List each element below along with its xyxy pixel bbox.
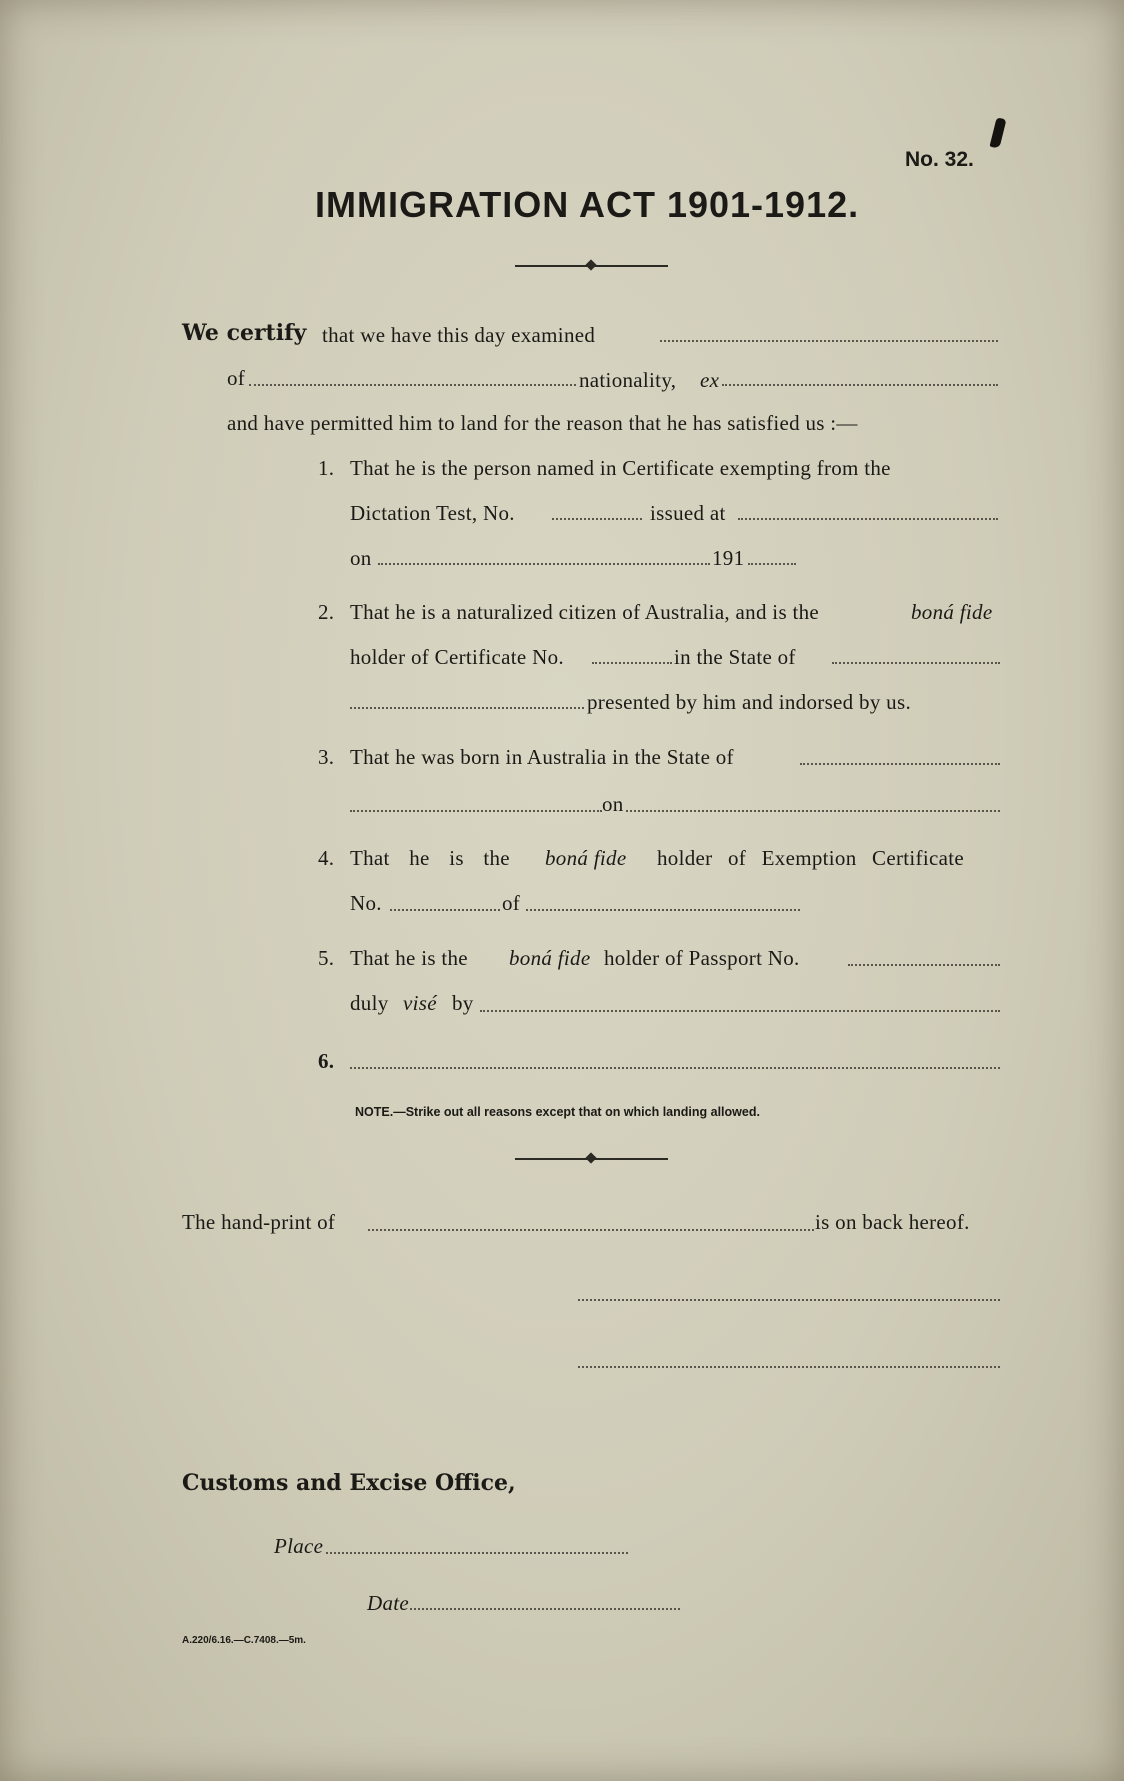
reason-4-text-b: holder of Exemption Certificate [657, 846, 964, 870]
nationality-label: nationality, [579, 368, 677, 392]
divider-ornament-icon [585, 259, 596, 270]
vise-by-field[interactable] [480, 1010, 1000, 1012]
reason-4-bona-fide: boná fide [545, 846, 627, 870]
customs-office-heading: Customs and Excise Office, [182, 1470, 516, 1496]
reason-1-text: That he is the person named in Certificate exempting from the [350, 456, 891, 480]
reason-4-number: 4. [318, 846, 335, 870]
year-prefix: 191 [712, 546, 745, 570]
reason-5-text-b: holder of Passport No. [604, 946, 800, 970]
reason-2-number: 2. [318, 600, 335, 624]
of-label: of [227, 366, 246, 390]
certificate-number-field[interactable] [592, 662, 672, 664]
place-label: Place [274, 1534, 324, 1558]
strike-out-note: NOTE.—Strike out all reasons except that on which landing allowed. [355, 1105, 760, 1119]
signature-line-2[interactable] [578, 1366, 1000, 1368]
exemption-number-field[interactable] [390, 909, 500, 911]
reason-2-bona-fide: boná fide [911, 600, 993, 624]
reason-6-number: 6. [318, 1049, 335, 1073]
reason-1-number: 1. [318, 456, 335, 480]
reason-5-number: 5. [318, 946, 335, 970]
divider-ornament-icon [585, 1152, 596, 1163]
presented-field[interactable] [350, 707, 584, 709]
examined-name-field[interactable] [660, 340, 998, 342]
reason-2-text: That he is a naturalized citizen of Australia, and is the [350, 600, 820, 624]
certificate-no-label: holder of Certificate No. [350, 645, 564, 669]
reason-3-number: 3. [318, 745, 335, 769]
reason-5-bona-fide: boná fide [509, 946, 591, 970]
print-code: A.220/6.16.—C.7408.—5m. [182, 1635, 306, 1646]
birth-state-field[interactable] [800, 763, 1000, 765]
reason-5-text-a: That he is the [350, 946, 468, 970]
ex-ship-field[interactable] [722, 384, 998, 386]
exemption-of-label: of [502, 891, 521, 915]
handprint-back-label: is on back hereof. [815, 1210, 970, 1234]
year-field[interactable] [748, 563, 796, 565]
date-label: Date [367, 1591, 410, 1615]
exemption-no-label: No. [350, 891, 382, 915]
issued-at-label: issued at [650, 501, 726, 525]
ex-label: ex [700, 368, 720, 392]
place-field[interactable] [326, 1552, 628, 1554]
vise-label: visé [403, 991, 437, 1015]
birth-on-label: on [602, 792, 624, 816]
of-field[interactable] [249, 384, 576, 386]
document-title: IMMIGRATION ACT 1901-1912. [315, 184, 860, 225]
dictation-test-label: Dictation Test, No. [350, 501, 515, 525]
ink-mark [990, 117, 1007, 149]
reason-6-field[interactable] [350, 1067, 1000, 1069]
by-label: by [452, 991, 474, 1015]
certify-lead: We certify [182, 320, 307, 346]
permitted-statement: and have permitted him to land for the reason that he has satisfied us :— [227, 411, 858, 435]
issued-at-field[interactable] [738, 518, 998, 520]
state-of-label: in the State of [674, 645, 796, 669]
reason-4-text-a: That he is the [350, 846, 510, 870]
presented-statement: presented by him and indorsed by us. [587, 690, 911, 714]
reason-3-text: That he was born in Australia in the State of [350, 745, 734, 769]
passport-number-field[interactable] [848, 964, 1000, 966]
birth-date-field[interactable] [626, 810, 1000, 812]
date-field[interactable] [410, 1608, 680, 1610]
handprint-name-field[interactable] [368, 1229, 814, 1231]
on-label: on [350, 546, 372, 570]
birth-place-field[interactable] [350, 810, 602, 812]
signature-line-1[interactable] [578, 1299, 1000, 1301]
duly-label: duly [350, 991, 389, 1015]
on-date-field[interactable] [378, 563, 710, 565]
state-field[interactable] [832, 662, 1000, 664]
exemption-of-field[interactable] [526, 909, 800, 911]
document-number: No. 32. [905, 148, 974, 171]
handprint-label: The hand-print of [182, 1210, 336, 1234]
examined-label: that we have this day examined [322, 323, 596, 347]
dictation-test-number-field[interactable] [552, 518, 642, 520]
